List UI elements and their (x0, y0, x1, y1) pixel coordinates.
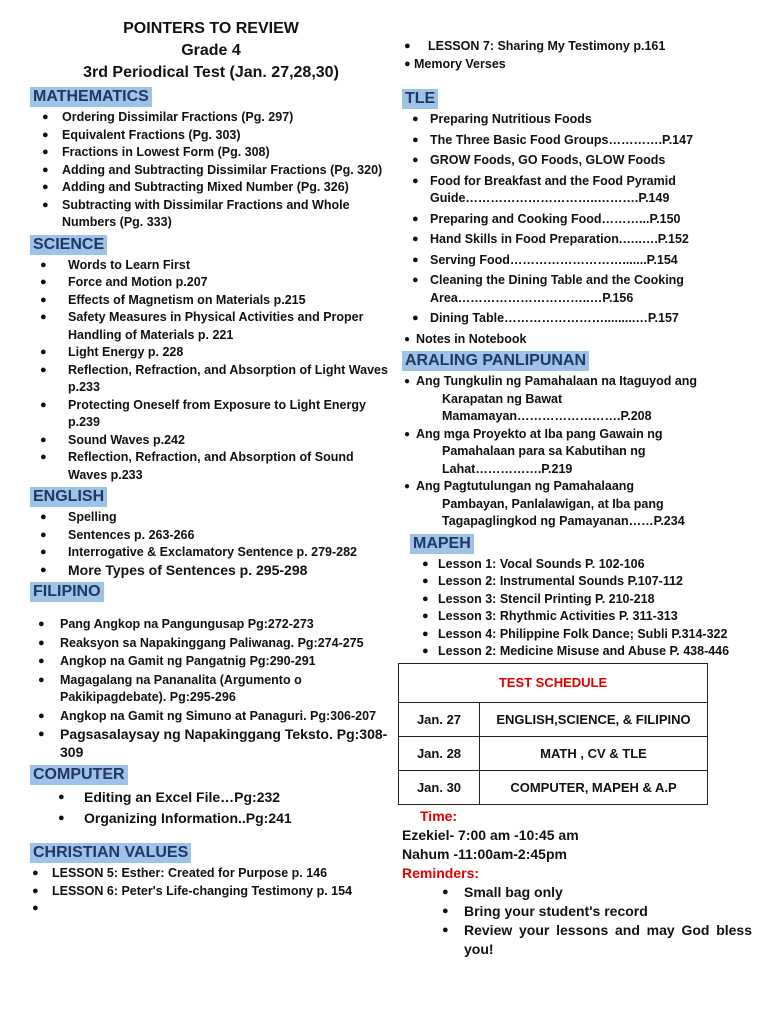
left-column (30, 0, 392, 918)
list-item: ● Sound Waves p.242 (30, 432, 392, 450)
time-label: Time: (420, 807, 458, 824)
list-item: ● Reflection, Refraction, and Absorption of Light Waves p.233 (30, 362, 392, 397)
christian-values-continued (402, 38, 752, 73)
list-item: ● Pang Angkop na Pangungusap Pg:272-273 (30, 616, 392, 634)
list-item: ● The Three Basic Food Groups………….P.147 (402, 132, 752, 150)
test-label: 3rd Periodical Test (Jan. 27,28,30) (83, 64, 339, 81)
list-item: ● Spelling (30, 509, 392, 527)
schedule-subjects: MATH , CV & TLE (480, 736, 708, 770)
notes-item: ● Notes in Notebook (402, 331, 752, 349)
list-item: ● Ordering Dissimilar Fractions (Pg. 297) (30, 109, 392, 127)
list-item: ● Light Energy p. 228 (30, 344, 392, 362)
list-item: ● Editing an Excel File…Pg:232 (30, 787, 392, 808)
list-item: ● Preparing Nutritious Foods (402, 111, 752, 129)
list-item: ● Preparing and Cooking Food………...P.150 (402, 211, 752, 229)
list-item: ● Magagalang na Pananalita (Argumento o Pakikipagdebate). Pg:295-296 (30, 672, 392, 707)
computer-list (30, 787, 392, 829)
item-rest: Karapatan ng Bawat Mamamayan…………………….P.208 (442, 391, 652, 423)
reminders-label: Reminders: (402, 864, 480, 881)
mathematics-list (30, 109, 392, 232)
english-list (30, 509, 392, 579)
schedule-date: Jan. 30 (399, 770, 480, 804)
time-section (402, 807, 752, 883)
list-item: ● Hand Skills in Food Preparation.…..….P.152 (402, 231, 752, 249)
table-row (399, 702, 708, 736)
list-item (402, 478, 752, 531)
araling-panlipunan-heading: ARALING PANLIPUNAN (402, 351, 589, 371)
item-first-line: Ang Tungkulin ng Pamahalaan na Itaguyod ang (416, 374, 698, 388)
list-item: ● Dining Table…………………….........…P.157 (402, 310, 752, 328)
list-item: ● Pagsasalaysay ng Napakinggang Teksto. Pg:308-309 (30, 726, 392, 761)
christian-values-heading: CHRISTIAN VALUES (30, 843, 191, 863)
list-item: ● LESSON 5: Esther: Created for Purpose p. 146 (30, 865, 392, 883)
tle-notes (402, 331, 752, 349)
list-item: ● Food for Breakfast and the Food Pyramid Guide…………………………..……….P.149 (402, 173, 752, 208)
list-item: ● Cleaning the Dining Table and the Cooking Area…………………………..…P.156 (402, 272, 752, 307)
item-first-line: Ang mga Proyekto at Iba pang Gawain ng (416, 426, 663, 441)
test-schedule-table (398, 663, 708, 805)
list-item: ● Subtracting with Dissimilar Fractions and Whole Numbers (Pg. 333) (30, 197, 392, 232)
nahum-time: Nahum -11:00am-2:45pm (402, 845, 567, 862)
page-title: POINTERS TO REVIEW (123, 20, 299, 37)
item-first-line: Ang Pagtutulungan ng Pamahalaang (416, 479, 635, 493)
mapeh-heading: MAPEH (410, 534, 474, 554)
list-item: ● LESSON 6: Peter's Life-changing Testimony p. 154 (30, 883, 392, 901)
item-rest: Pamahalaan para sa Kabutihan ng Lahat…………….P.219 (442, 444, 646, 476)
table-row (399, 770, 708, 804)
list-item: ● Angkop na Gamit ng Simuno at Panaguri. Pg:306-207 (30, 708, 392, 726)
science-heading: SCIENCE (30, 235, 107, 255)
araling-panlipunan-list (402, 373, 752, 531)
list-item: ● Lesson 3: Stencil Printing P. 210-218 (402, 591, 752, 609)
science-list (30, 257, 392, 485)
list-item: ● Reaksyon sa Napakinggang Paliwanag. Pg:274-275 (30, 635, 392, 653)
mathematics-heading: MATHEMATICS (30, 87, 152, 107)
christian-values-list (30, 865, 392, 918)
table-row (399, 736, 708, 770)
list-item: ● Adding and Subtracting Dissimilar Fractions (Pg. 320) (30, 162, 392, 180)
list-item: ● Lesson 2: Instrumental Sounds P.107-112 (402, 573, 752, 591)
schedule-date: Jan. 27 (399, 702, 480, 736)
schedule-subjects: ENGLISH,SCIENCE, & FILIPINO (480, 702, 708, 736)
list-item: ● Small bag only (402, 883, 752, 902)
schedule-subjects: COMPUTER, MAPEH & A.P (480, 770, 708, 804)
list-item: ● Lesson 4: Philippine Folk Dance; Subli P.314-322 (402, 626, 752, 644)
list-item: ● Adding and Subtracting Mixed Number (Pg. 326) (30, 179, 392, 197)
list-item: ● GROW Foods, GO Foods, GLOW Foods (402, 152, 752, 170)
list-item: ● Interrogative & Exclamatory Sentence p. 279-282 (30, 544, 392, 562)
item-rest: Pambayan, Panlalawigan, at Iba pang Tagapaglingkod ng Pamayanan……P.234 (442, 496, 685, 528)
list-item (402, 373, 752, 426)
list-item: ● More Types of Sentences p. 295-298 (30, 562, 392, 580)
list-item: ● Lesson 2: Medicine Misuse and Abuse P. 438-446 (402, 643, 752, 661)
list-item (30, 900, 392, 918)
ezekiel-time: Ezekiel- 7:00 am -10:45 am (402, 826, 579, 843)
mapeh-list (402, 556, 752, 661)
tle-list (402, 111, 752, 328)
list-item: ● Bring your student's record (402, 902, 752, 921)
list-item: ● Effects of Magnetism on Materials p.215 (30, 292, 392, 310)
list-item: ● Sentences p. 263-266 (30, 527, 392, 545)
english-heading: ENGLISH (30, 487, 107, 507)
list-item: ● Lesson 1: Vocal Sounds P. 102-106 (402, 556, 752, 574)
list-item: ● Organizing Information..Pg:241 (30, 808, 392, 829)
schedule-date: Jan. 28 (399, 736, 480, 770)
list-item: ● Protecting Oneself from Exposure to Light Energy p.239 (30, 397, 392, 432)
list-item: ● Words to Learn First (30, 257, 392, 275)
computer-heading: COMPUTER (30, 765, 128, 785)
schedule-title: TEST SCHEDULE (399, 663, 708, 702)
list-item: ● Fractions in Lowest Form (Pg. 308) (30, 144, 392, 162)
list-item: ● Serving Food……………………….......P.154 (402, 252, 752, 270)
filipino-heading: FILIPINO (30, 582, 104, 602)
list-item: ● Equivalent Fractions (Pg. 303) (30, 127, 392, 145)
reminders-list (402, 883, 752, 959)
filipino-list (30, 616, 392, 761)
list-item: ● Review your lessons and may God bless you! (402, 921, 752, 959)
list-item: ● LESSON 7: Sharing My Testimony p.161 (402, 38, 752, 56)
grade-label: Grade 4 (181, 42, 241, 59)
list-item (402, 426, 752, 479)
list-item: ● Force and Motion p.207 (30, 274, 392, 292)
list-item: ● Angkop na Gamit ng Pangatnig Pg:290-291 (30, 653, 392, 671)
tle-heading: TLE (402, 89, 438, 109)
list-item: ● Reflection, Refraction, and Absorption of Sound Waves p.233 (30, 449, 392, 484)
list-item: ● Memory Verses (402, 56, 752, 74)
list-item: ● Safety Measures in Physical Activities and Proper Handling of Materials p. 221 (30, 309, 392, 344)
right-column (402, 0, 752, 959)
list-item: ● Lesson 3: Rhythmic Activities P. 311-313 (402, 608, 752, 626)
